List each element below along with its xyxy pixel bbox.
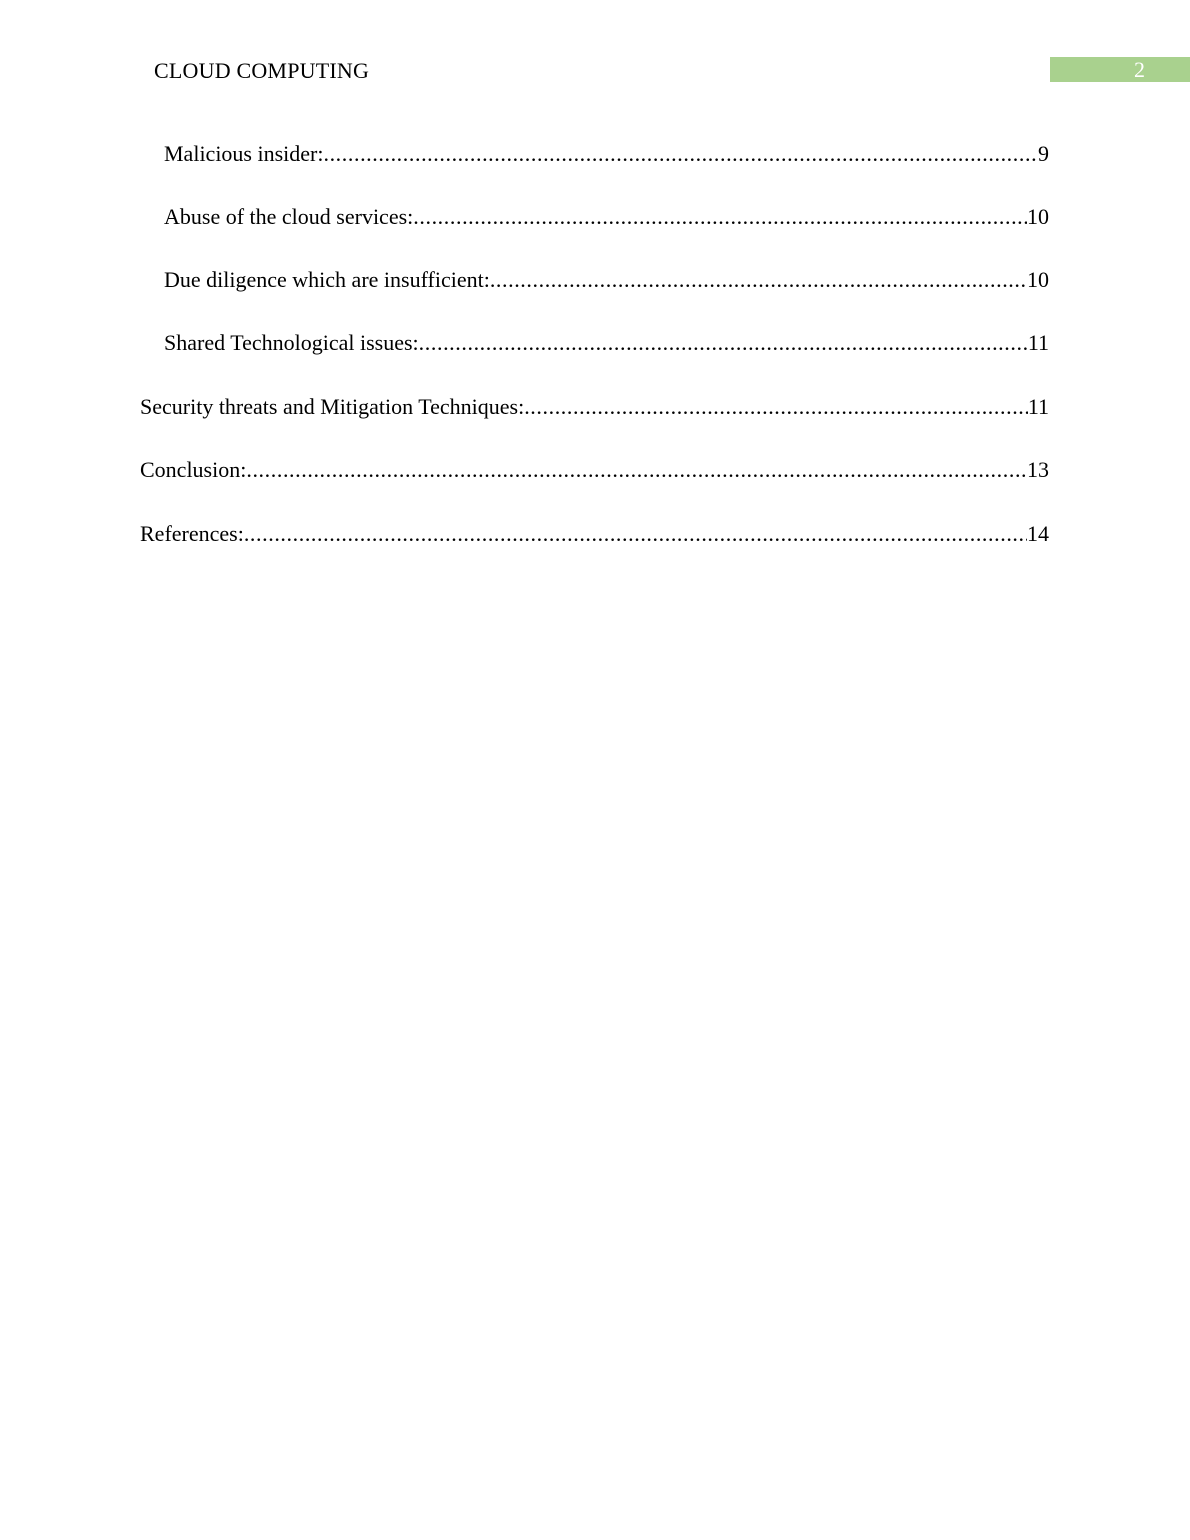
toc-entry-page: 9 xyxy=(1038,141,1049,166)
toc-entry-due-diligence[interactable] xyxy=(164,265,1049,295)
toc-entry-shared-technological-issues[interactable] xyxy=(164,328,1049,358)
toc-entry-label: Security threats and Mitigation Techniques: xyxy=(140,394,525,419)
toc-entry-references[interactable] xyxy=(140,519,1049,549)
toc-entry-page: 14 xyxy=(1027,521,1049,546)
toc-dot-leader xyxy=(524,392,1028,422)
toc-entry-label: Shared Technological issues: xyxy=(164,330,419,355)
toc-entry-page: 13 xyxy=(1027,457,1049,482)
toc-entry-page: 10 xyxy=(1027,267,1049,292)
toc-entry-malicious-insider[interactable] xyxy=(164,139,1049,169)
toc-entry-label: Abuse of the cloud services: xyxy=(164,204,414,229)
toc-dot-leader xyxy=(419,328,1028,358)
toc-entry-label: Conclusion: xyxy=(140,457,247,482)
toc-dot-leader xyxy=(413,202,1027,232)
page-number: 2 xyxy=(1134,57,1145,82)
toc-entry-page: 11 xyxy=(1027,394,1049,419)
toc-entry-abuse-cloud-services[interactable] xyxy=(164,202,1049,232)
toc-entry-page: 11 xyxy=(1027,330,1049,355)
toc-entry-label: Due diligence which are insufficient: xyxy=(164,267,490,292)
toc-dot-leader xyxy=(323,139,1038,169)
toc-dot-leader xyxy=(246,455,1027,485)
running-header-title: CLOUD COMPUTING xyxy=(154,58,370,83)
toc-dot-leader xyxy=(244,519,1027,549)
page-number-badge xyxy=(1050,57,1190,82)
toc-entry-conclusion[interactable] xyxy=(140,455,1049,485)
toc-entry-label: Malicious insider: xyxy=(164,141,324,166)
toc-entry-label: References: xyxy=(140,521,244,546)
toc-dot-leader xyxy=(490,265,1027,295)
toc-entry-security-threats[interactable] xyxy=(140,392,1049,422)
toc-entry-page: 10 xyxy=(1027,204,1049,229)
